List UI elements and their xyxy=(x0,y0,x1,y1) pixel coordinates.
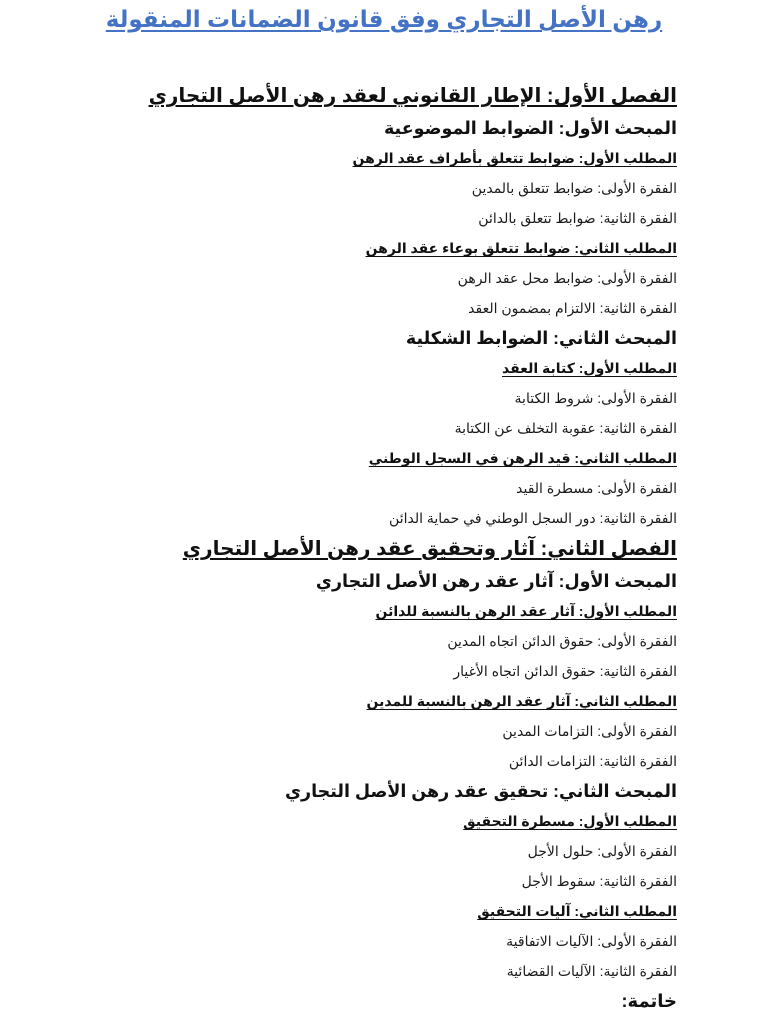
paragraph-item: الفقرة الثانية: دور السجل الوطني في حماية الدائن xyxy=(389,510,677,526)
subsection-heading xyxy=(37,143,677,173)
conclusion-heading: خاتمة: xyxy=(621,991,677,1011)
subsection-label: المطلب الأول: آثار عقد الرهن بالنسبة للدائن xyxy=(375,603,677,619)
paragraph-item: الفقرة الأولى: ضوابط تتعلق بالمدين xyxy=(471,180,677,196)
subsection-label: المطلب الأول: ضوابط تتعلق بأطراف عقد الرهن xyxy=(352,150,677,166)
paragraph-item: الفقرة الثانية: التزامات الدائن xyxy=(508,753,677,769)
paragraph-item: الفقرة الثانية: سقوط الأجل xyxy=(521,873,677,889)
paragraph-item: الفقرة الأولى: الآليات الاتفاقية xyxy=(506,933,677,949)
subsection-label: المطلب الثاني: آثار عقد الرهن بالنسبة للمدين xyxy=(366,693,677,709)
paragraph-item: الفقرة الثانية: حقوق الدائن اتجاه الأغيار xyxy=(453,663,677,679)
paragraph-item: الفقرة الأولى: مسطرة القيد xyxy=(516,480,677,496)
subsection-heading xyxy=(37,686,677,716)
subsection-label: المطلب الأول: مسطرة التحقيق xyxy=(463,813,677,829)
subsection-label: المطلب الثاني: آليات التحقيق xyxy=(477,903,677,919)
chapter-heading xyxy=(37,80,677,113)
paragraph-item: الفقرة الثانية: الالتزام بمضمون العقد xyxy=(468,300,677,316)
paragraph-item: الفقرة الثانية: الآليات القضائية xyxy=(506,963,677,979)
paragraph-item: الفقرة الأولى: ضوابط محل عقد الرهن xyxy=(457,270,677,286)
paragraph-item: الفقرة الأولى: حلول الأجل xyxy=(527,843,677,859)
document-title-text: رهن الأصل التجاري وفق قانون الضمانات المنقولة xyxy=(105,6,663,32)
chapter-heading xyxy=(37,533,677,566)
document-title xyxy=(0,2,768,36)
paragraph-item: الفقرة الأولى: حقوق الدائن اتجاه المدين xyxy=(447,633,677,649)
chapter-2-label: الفصل الثاني: آثار وتحقيق عقد رهن الأصل التجاري xyxy=(182,538,677,560)
subsection-heading xyxy=(37,806,677,836)
section-heading: المبحث الأول: آثار عقد رهن الأصل التجاري xyxy=(315,571,677,591)
section-heading: المبحث الثاني: الضوابط الشكلية xyxy=(405,328,677,348)
paragraph-item: الفقرة الأولى: شروط الكتابة xyxy=(514,390,677,406)
subsection-heading xyxy=(37,596,677,626)
section-heading: المبحث الأول: الضوابط الموضوعية xyxy=(383,118,677,138)
table-of-contents xyxy=(37,80,677,1016)
subsection-heading xyxy=(37,896,677,926)
subsection-heading xyxy=(37,233,677,263)
subsection-label: المطلب الثاني: ضوابط تتعلق بوعاء عقد الرهن xyxy=(365,240,677,256)
subsection-heading xyxy=(37,353,677,383)
section-heading: المبحث الثاني: تحقيق عقد رهن الأصل التجاري xyxy=(284,781,677,801)
subsection-label: المطلب الثاني: قيد الرهن في السجل الوطني xyxy=(368,450,677,466)
subsection-heading xyxy=(37,443,677,473)
paragraph-item: الفقرة الثانية: عقوبة التخلف عن الكتابة xyxy=(454,420,677,436)
chapter-1-label: الفصل الأول: الإطار القانوني لعقد رهن الأصل التجاري xyxy=(148,85,677,107)
subsection-label: المطلب الأول: كتابة العقد xyxy=(502,360,677,376)
paragraph-item: الفقرة الأولى: التزامات المدين xyxy=(502,723,677,739)
paragraph-item: الفقرة الثانية: ضوابط تتعلق بالدائن xyxy=(478,210,677,226)
